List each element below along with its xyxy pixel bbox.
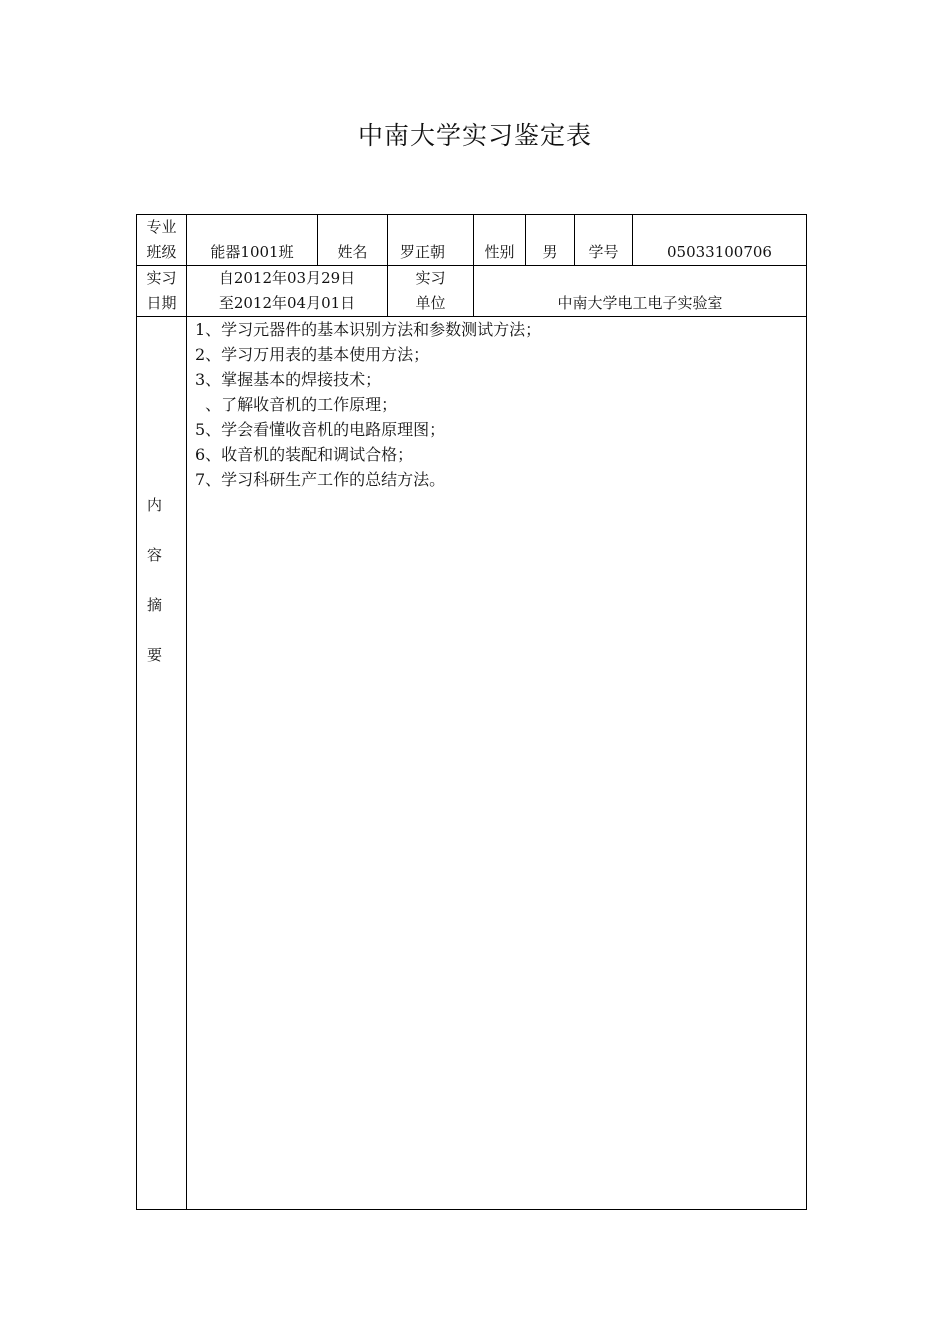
summary-label-char-2: 容 [147,546,163,564]
internship-unit-value: 中南大学电工电子实验室 [474,266,807,317]
major-label: 专业 [146,218,177,236]
internship-label: 实习 [146,269,177,287]
summary-label-cell [137,317,187,1210]
major-class-label-cell [137,215,187,266]
summary-label-char-1: 内 [147,496,163,514]
summary-item-2: 2、学习万用表的基本使用方法； [195,345,430,364]
appraisal-form-table [136,214,807,1210]
summary-item-5: 5、学会看懂收音机的电路原理图； [195,420,446,439]
internship-date-range [187,266,388,317]
name-label: 姓名 [318,215,388,266]
date-to: 至2012年04月01日 [218,294,356,312]
major-class-value: 能器1001班 [187,215,318,266]
class-label: 班级 [146,243,177,261]
student-id-label: 学号 [575,215,633,266]
summary-label-char-3: 摘 [147,596,163,614]
summary-row [137,317,807,1210]
unit-label: 单位 [415,294,446,312]
summary-item-7: 7、学习科研生产工作的总结方法。 [195,470,446,489]
internship-date-label-cell [137,266,187,317]
page-title: 中南大学实习鉴定表 [357,121,592,150]
summary-item-6: 6、收音机的装配和调试合格； [195,445,414,464]
summary-label-char-4: 要 [147,646,163,664]
gender-value: 男 [526,215,575,266]
internship-label-2: 实习 [415,269,446,287]
date-label: 日期 [146,294,177,312]
summary-item-1: 1、学习元器件的基本识别方法和参数测试方法； [195,320,542,339]
internship-info-row [137,266,807,317]
student-info-row [137,215,807,266]
summary-item-3: 3、掌握基本的焊接技术； [195,370,382,389]
summary-item-4: 、了解收音机的工作原理； [195,395,398,414]
gender-label: 性别 [474,215,526,266]
date-from: 自2012年03月29日 [218,269,356,287]
internship-unit-label-cell [388,266,474,317]
name-value: 罗正朝 [388,215,474,266]
summary-content-cell [187,317,807,1210]
student-id-value: 05033100706 [633,215,807,266]
